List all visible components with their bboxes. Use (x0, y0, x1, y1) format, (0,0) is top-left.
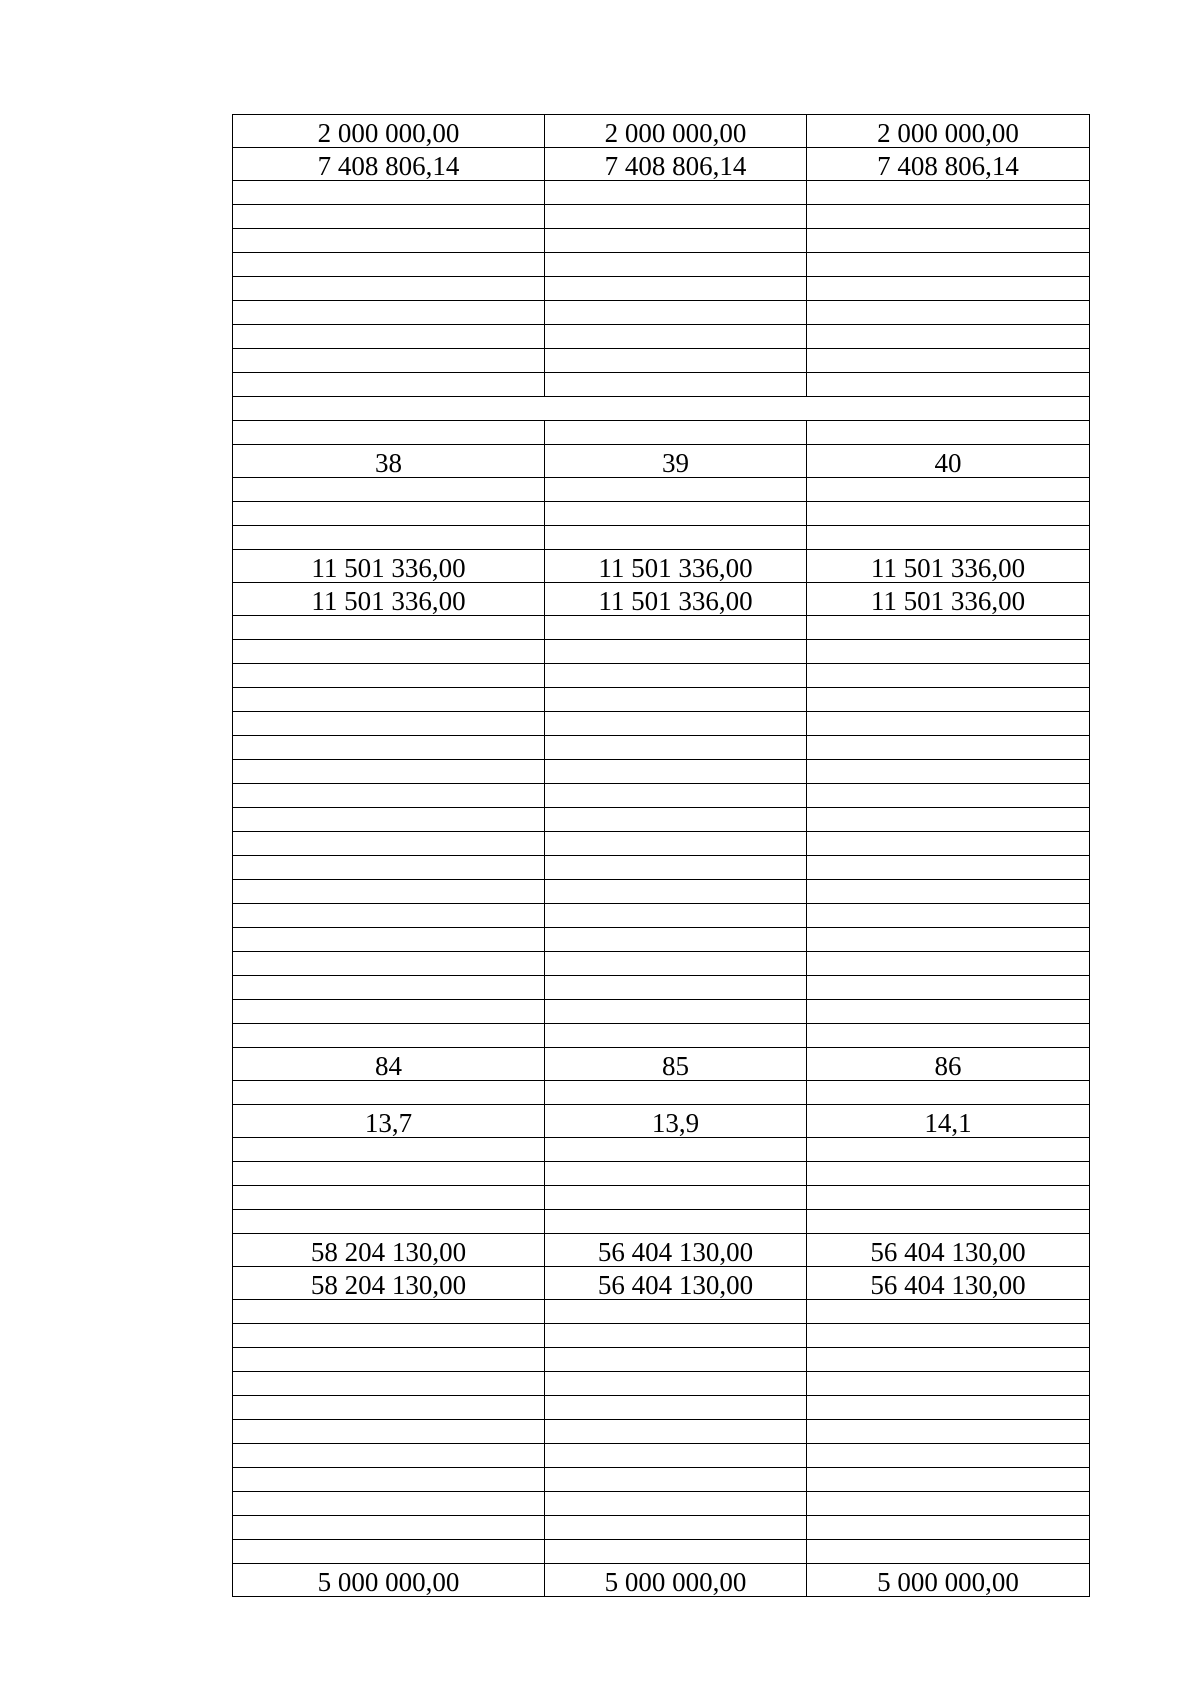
table-row-blank (233, 1081, 1090, 1105)
table-cell (233, 808, 545, 832)
table-cell (545, 1516, 807, 1540)
table-cell (807, 784, 1090, 808)
table-cell (807, 1468, 1090, 1492)
table-row-blank (233, 205, 1090, 229)
table-row-blank (233, 1300, 1090, 1324)
table-cell (807, 712, 1090, 736)
table-cell (545, 1000, 807, 1024)
table-cell (233, 952, 545, 976)
table-cell (233, 1186, 545, 1210)
table-cell (233, 181, 545, 205)
table-cell (233, 832, 545, 856)
table-cell (545, 1492, 807, 1516)
table-row-blank (233, 478, 1090, 502)
table-cell (545, 688, 807, 712)
table-cell: 13,9 (545, 1105, 807, 1138)
table-cell (807, 1444, 1090, 1468)
table-row (233, 1267, 1090, 1300)
table-row-blank (233, 880, 1090, 904)
table-cell: 11 501 336,00 (545, 550, 807, 583)
table-cell (545, 1468, 807, 1492)
table-cell (545, 181, 807, 205)
table-cell (545, 421, 807, 445)
table-row-blank (233, 1324, 1090, 1348)
table-cell (807, 832, 1090, 856)
table-cell (545, 1420, 807, 1444)
table-cell (233, 1210, 545, 1234)
table-cell (545, 856, 807, 880)
table-cell (233, 301, 545, 325)
table-row-blank (233, 928, 1090, 952)
table-cell (233, 1138, 545, 1162)
table-cell (233, 880, 545, 904)
table-row-blank (233, 1516, 1090, 1540)
table-cell (545, 952, 807, 976)
table-cell (807, 1492, 1090, 1516)
table-cell (807, 526, 1090, 550)
table-row-blank (233, 253, 1090, 277)
table-cell (545, 640, 807, 664)
table-row-blank (233, 229, 1090, 253)
table-cell (233, 784, 545, 808)
table-cell (545, 664, 807, 688)
table-cell (545, 325, 807, 349)
table-cell (545, 1186, 807, 1210)
table-row-blank (233, 325, 1090, 349)
table-cell (545, 253, 807, 277)
table-cell (233, 760, 545, 784)
table-cell (545, 760, 807, 784)
table-row-merged (233, 397, 1090, 421)
table-cell (545, 1444, 807, 1468)
table-row-blank (233, 952, 1090, 976)
table-cell: 5 000 000,00 (807, 1564, 1090, 1597)
table-cell: 86 (807, 1048, 1090, 1081)
table-cell (545, 832, 807, 856)
table-cell: 58 204 130,00 (233, 1234, 545, 1267)
table-cell (807, 1186, 1090, 1210)
table-cell: 56 404 130,00 (545, 1267, 807, 1300)
table-cell (545, 808, 807, 832)
table-cell (233, 640, 545, 664)
table-row (233, 115, 1090, 148)
table-cell (545, 1300, 807, 1324)
table-cell: 56 404 130,00 (807, 1267, 1090, 1300)
table-cell: 13,7 (233, 1105, 545, 1138)
table-row (233, 1048, 1090, 1081)
table-cell (545, 712, 807, 736)
table-cell (807, 736, 1090, 760)
table-cell (545, 1540, 807, 1564)
table-cell: 14,1 (807, 1105, 1090, 1138)
table-cell (233, 1468, 545, 1492)
table-cell: 11 501 336,00 (807, 550, 1090, 583)
table-cell (233, 229, 545, 253)
table-cell: 85 (545, 1048, 807, 1081)
table-cell: 11 501 336,00 (807, 583, 1090, 616)
table-cell (545, 1348, 807, 1372)
table-cell: 7 408 806,14 (807, 148, 1090, 181)
table-cell (233, 736, 545, 760)
table-row (233, 550, 1090, 583)
table-row-blank (233, 1444, 1090, 1468)
table-cell (545, 928, 807, 952)
table-cell: 38 (233, 445, 545, 478)
table-cell (545, 1024, 807, 1048)
table-cell (807, 205, 1090, 229)
table-row-blank (233, 808, 1090, 832)
table-cell: 7 408 806,14 (233, 148, 545, 181)
table-cell: 11 501 336,00 (233, 550, 545, 583)
table-cell (807, 640, 1090, 664)
table-cell (807, 181, 1090, 205)
table-cell (233, 349, 545, 373)
table-row-blank (233, 421, 1090, 445)
table-row-blank (233, 1540, 1090, 1564)
table-cell (545, 1162, 807, 1186)
table-cell (233, 373, 545, 397)
table-cell: 58 204 130,00 (233, 1267, 545, 1300)
table-cell (807, 1024, 1090, 1048)
table-cell (233, 1348, 545, 1372)
table-cell: 5 000 000,00 (545, 1564, 807, 1597)
table-cell (233, 1492, 545, 1516)
table-cell (545, 880, 807, 904)
table-cell: 2 000 000,00 (545, 115, 807, 148)
table-cell: 40 (807, 445, 1090, 478)
table-cell (233, 1372, 545, 1396)
table-cell (233, 325, 545, 349)
table-row-blank (233, 373, 1090, 397)
table-row (233, 1564, 1090, 1597)
table-row-blank (233, 904, 1090, 928)
table-row-blank (233, 616, 1090, 640)
table-cell: 56 404 130,00 (807, 1234, 1090, 1267)
table-cell: 7 408 806,14 (545, 148, 807, 181)
table-cell (233, 1516, 545, 1540)
table-cell (233, 976, 545, 1000)
table-cell (807, 1081, 1090, 1105)
table-cell (545, 1210, 807, 1234)
table-cell (807, 1420, 1090, 1444)
table-cell (233, 1420, 545, 1444)
table-cell (233, 1081, 545, 1105)
table-row-blank (233, 640, 1090, 664)
table-cell (545, 205, 807, 229)
table-cell (233, 1444, 545, 1468)
table-cell (545, 976, 807, 1000)
table-cell (233, 1396, 545, 1420)
data-table-container (232, 114, 1089, 1597)
table-row-blank (233, 277, 1090, 301)
table-cell (807, 688, 1090, 712)
table-row-blank (233, 1420, 1090, 1444)
table-row (233, 583, 1090, 616)
table-row-blank (233, 1210, 1090, 1234)
table-row-blank (233, 976, 1090, 1000)
table-row-blank (233, 1372, 1090, 1396)
table-cell (807, 478, 1090, 502)
table-cell (545, 616, 807, 640)
table-cell (545, 1081, 807, 1105)
table-row-blank (233, 760, 1090, 784)
table-row-blank (233, 784, 1090, 808)
table-cell (807, 856, 1090, 880)
table-cell (545, 277, 807, 301)
table-row-blank (233, 736, 1090, 760)
table-cell (807, 976, 1090, 1000)
table-row-blank (233, 349, 1090, 373)
table-cell (807, 253, 1090, 277)
table-cell (807, 1162, 1090, 1186)
data-table (232, 114, 1090, 1597)
table-cell (233, 1024, 545, 1048)
table-cell (233, 421, 545, 445)
table-cell: 11 501 336,00 (233, 583, 545, 616)
table-cell (545, 301, 807, 325)
table-cell (233, 526, 545, 550)
table-cell (545, 784, 807, 808)
table-cell (807, 421, 1090, 445)
table-row (233, 148, 1090, 181)
table-cell (807, 277, 1090, 301)
table-cell (545, 1138, 807, 1162)
table-cell (545, 526, 807, 550)
table-cell (545, 373, 807, 397)
table-row-blank (233, 1138, 1090, 1162)
table-row-blank (233, 301, 1090, 325)
table-cell (233, 1162, 545, 1186)
table-cell (807, 1000, 1090, 1024)
table-row-blank (233, 712, 1090, 736)
table-cell (233, 1300, 545, 1324)
table-cell: 84 (233, 1048, 545, 1081)
table-row-blank (233, 181, 1090, 205)
table-cell (233, 1000, 545, 1024)
table-cell (233, 478, 545, 502)
table-row-blank (233, 856, 1090, 880)
table-cell: 11 501 336,00 (545, 583, 807, 616)
table-row-blank (233, 526, 1090, 550)
table-row-blank (233, 1024, 1090, 1048)
table-row-blank (233, 832, 1090, 856)
table-cell (545, 1396, 807, 1420)
table-cell (807, 1396, 1090, 1420)
table-row-blank (233, 664, 1090, 688)
table-cell (545, 904, 807, 928)
table-cell (233, 712, 545, 736)
table-row-blank (233, 1396, 1090, 1420)
table-cell (807, 808, 1090, 832)
table-cell (233, 1324, 545, 1348)
table-row-blank (233, 1492, 1090, 1516)
table-cell: 2 000 000,00 (807, 115, 1090, 148)
table-cell (233, 502, 545, 526)
table-cell-merged (233, 397, 1090, 421)
table-row-blank (233, 688, 1090, 712)
table-cell (545, 229, 807, 253)
table-cell (545, 736, 807, 760)
table-cell (807, 904, 1090, 928)
table-cell (807, 952, 1090, 976)
table-cell: 56 404 130,00 (545, 1234, 807, 1267)
table-cell (807, 229, 1090, 253)
table-row-blank (233, 1186, 1090, 1210)
table-row-blank (233, 1162, 1090, 1186)
table-cell: 5 000 000,00 (233, 1564, 545, 1597)
table-row-blank (233, 1468, 1090, 1492)
table-cell (807, 1210, 1090, 1234)
table-body (233, 115, 1090, 1597)
table-cell (807, 1300, 1090, 1324)
table-cell (807, 1516, 1090, 1540)
table-cell (233, 1540, 545, 1564)
table-cell (807, 880, 1090, 904)
table-cell (545, 1372, 807, 1396)
table-cell (545, 478, 807, 502)
table-cell (807, 1138, 1090, 1162)
table-cell (807, 502, 1090, 526)
table-row-blank (233, 502, 1090, 526)
table-cell (545, 349, 807, 373)
table-cell (233, 856, 545, 880)
table-row (233, 1234, 1090, 1267)
table-cell (807, 349, 1090, 373)
table-cell: 2 000 000,00 (233, 115, 545, 148)
table-cell (233, 616, 545, 640)
table-cell (807, 1372, 1090, 1396)
table-cell (807, 1540, 1090, 1564)
table-cell (807, 664, 1090, 688)
table-cell: 39 (545, 445, 807, 478)
table-cell (233, 277, 545, 301)
table-row-blank (233, 1000, 1090, 1024)
table-row (233, 1105, 1090, 1138)
table-cell (233, 205, 545, 229)
table-row-blank (233, 1348, 1090, 1372)
table-cell (545, 502, 807, 526)
table-cell (807, 1324, 1090, 1348)
table-cell (233, 688, 545, 712)
table-cell (233, 904, 545, 928)
table-cell (233, 664, 545, 688)
table-cell (807, 928, 1090, 952)
table-cell (545, 1324, 807, 1348)
table-cell (807, 325, 1090, 349)
table-cell (807, 760, 1090, 784)
table-cell (807, 616, 1090, 640)
table-row (233, 445, 1090, 478)
table-cell (807, 1348, 1090, 1372)
table-cell (233, 928, 545, 952)
table-cell (807, 301, 1090, 325)
table-cell (807, 373, 1090, 397)
table-cell (233, 253, 545, 277)
